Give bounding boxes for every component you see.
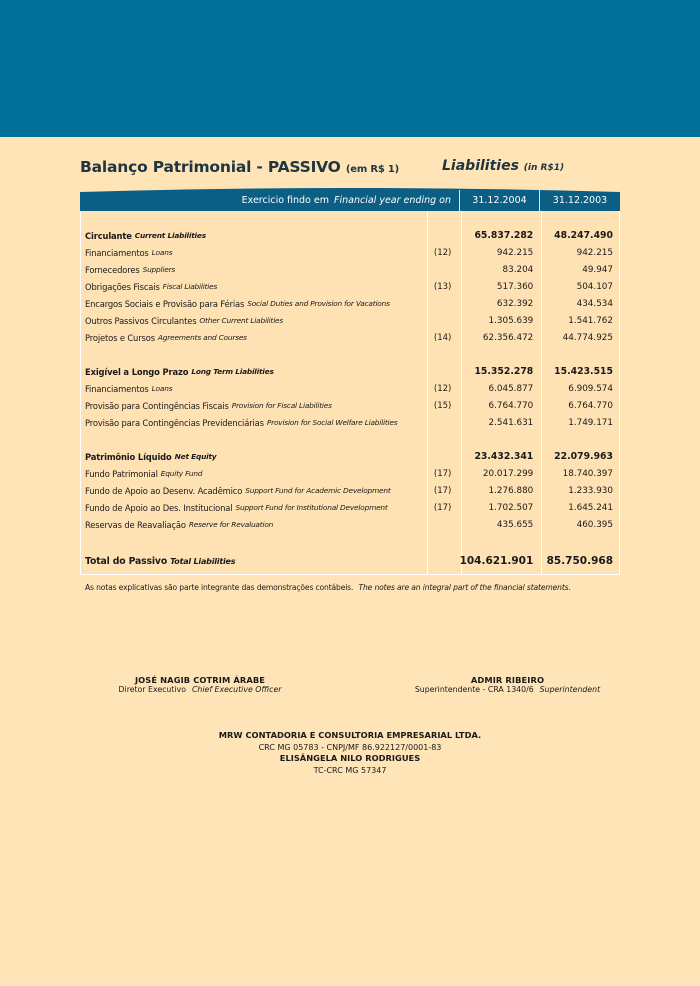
value-2004: 6.764.770: [488, 400, 534, 411]
row-label-en: Fiscal Liabilities: [162, 282, 218, 291]
note-ref: [426, 295, 460, 312]
signature-ceo: [110, 675, 290, 694]
header-period-label: [80, 190, 460, 211]
note-ref: (17): [433, 485, 452, 496]
footnote-pt: As notas explicativas são parte integrante das demonstrações contábeis.: [85, 583, 354, 592]
value-2003: 504.107: [576, 281, 613, 292]
note-ref: (14): [433, 332, 452, 343]
value-2004: 942.215: [496, 247, 534, 258]
top-color-band: [0, 0, 700, 137]
table-row: [81, 295, 619, 312]
role-en: Superintendent: [539, 685, 601, 694]
note-ref: (12): [433, 247, 452, 258]
row-label-en: Reserve for Revaluation: [188, 520, 274, 529]
note-ref: (13): [433, 281, 452, 292]
row-label-pt: Fornecedores: [85, 264, 140, 275]
signatory-name: JOSÉ NAGIB COTRIM ÁRABE: [134, 675, 266, 685]
note-ref: [426, 261, 460, 278]
value-2003: 48.247.490: [554, 230, 613, 241]
header-2003: 31.12.2003: [552, 195, 608, 206]
value-2004: 435.655: [496, 519, 534, 530]
value-2004: 2.541.631: [488, 417, 534, 428]
value-2003: 460.395: [576, 519, 613, 530]
row-label-pt: Reservas de Reavaliação: [85, 519, 186, 530]
signatory-role: [110, 685, 290, 694]
table-header: [80, 190, 620, 211]
value-2004: 517.360: [496, 281, 534, 292]
row-label-pt: Provisão para Contingências Previdenciárias: [85, 417, 264, 428]
value-2003: 6.909.574: [568, 383, 613, 394]
header-2004: 31.12.2004: [460, 190, 540, 211]
row-label-en: Net Equity: [174, 452, 217, 461]
header-label-pt: Exercicio findo em: [241, 195, 330, 206]
value-2004: 65.837.282: [474, 230, 534, 241]
value-2003: 942.215: [576, 247, 613, 258]
row-label-pt: Circulante: [85, 230, 132, 241]
row-label-en: Other Current Liabilities: [199, 316, 284, 325]
value-2004: 15.352.278: [474, 366, 534, 377]
signatory-role: [400, 685, 615, 694]
value-2004: 104.621.901: [459, 555, 534, 567]
section-header-net-equity: [81, 448, 619, 465]
row-label-en: Provision for Social Welfare Liabilities: [266, 418, 398, 427]
value-2003: 434.534: [576, 298, 613, 309]
row-label-pt: Fundo de Apoio ao Desenv. Acadêmico: [85, 485, 243, 496]
accountant-name: ELISÂNGELA NILO RODRIGUES: [279, 753, 421, 763]
table-row: [81, 244, 619, 261]
title-pt-main: Balanço Patrimonial - PASSIVO: [80, 158, 341, 176]
row-label-pt: Obrigações Fiscais: [85, 281, 160, 292]
table-row: [81, 499, 619, 516]
row-label-en: Loans: [151, 248, 173, 257]
page-title: [80, 158, 620, 182]
value-2003: 1.233.930: [568, 485, 613, 496]
value-2003: 18.740.397: [562, 468, 613, 479]
signatory-name: ADMIR RIBEIRO: [470, 675, 545, 685]
row-label-pt: Projetos e Cursos: [85, 332, 155, 343]
note-ref: [426, 516, 460, 533]
value-2003: 22.079.963: [554, 451, 613, 462]
footnote-en: The notes are an integral part of the financial statements.: [358, 583, 571, 592]
row-label-pt: Financiamentos: [85, 383, 149, 394]
value-2004: 83.204: [502, 264, 534, 275]
role-pt: Superintendente - CRA 1340/6: [414, 685, 534, 694]
row-label-en: Support Fund for Institutional Development: [235, 503, 388, 512]
firm-registration: CRC MG 05783 - CNPJ/MF 86.922127/0001-83: [258, 742, 442, 752]
value-2004: 632.392: [496, 298, 534, 309]
value-2003: 1.749.171: [568, 417, 613, 428]
value-2004: 6.045.877: [488, 383, 534, 394]
title-english: [442, 158, 564, 174]
note-ref: (12): [433, 383, 452, 394]
section-header-current-liabilities: [81, 227, 619, 244]
value-2004: 1.305.639: [488, 315, 534, 326]
table-row: [81, 380, 619, 397]
row-label-pt: Outros Passivos Circulantes: [85, 315, 197, 326]
value-2003: 49.947: [582, 264, 613, 275]
table-row: [81, 516, 619, 533]
table-body: [80, 211, 620, 575]
row-label-pt: Patrimônio Líquido: [85, 451, 172, 462]
value-2004: 62.356.472: [482, 332, 534, 343]
value-2003: 15.423.515: [554, 366, 613, 377]
footnote: [85, 583, 571, 592]
section-spacer: [81, 533, 619, 550]
table-row: [81, 482, 619, 499]
row-label-pt: Financiamentos: [85, 247, 149, 258]
table-row: [81, 278, 619, 295]
row-label-en: Current Liabilities: [134, 231, 206, 240]
table-row: [81, 261, 619, 278]
role-en: Chief Executive Officer: [191, 685, 282, 694]
note-ref: (15): [433, 400, 452, 411]
row-label-en: Provision for Fiscal Liabilities: [231, 401, 332, 410]
note-ref: (17): [433, 502, 452, 513]
value-2003: 6.764.770: [568, 400, 613, 411]
value-2004: 1.276.880: [488, 485, 534, 496]
title-portuguese: [80, 158, 399, 176]
row-label-pt: Fundo de Apoio ao Des. Institucional: [85, 502, 233, 513]
role-pt: Diretor Executivo: [118, 685, 186, 694]
value-2003: 44.774.925: [562, 332, 613, 343]
title-pt-unit: (em R$ 1): [345, 164, 399, 175]
row-label-en: Social Duties and Provision for Vacations: [247, 299, 390, 308]
table-row: [81, 397, 619, 414]
header-label-en: Financial year ending on: [334, 195, 451, 206]
title-en-main: Liabilities: [442, 158, 519, 174]
table-row: [81, 414, 619, 431]
row-label-en: Agreements and Courses: [157, 333, 247, 342]
row-label-pt: Encargos Sociais e Provisão para Férias: [85, 298, 245, 309]
accountant-license: TC-CRC MG 57347: [313, 765, 387, 775]
value-2003: 1.541.762: [568, 315, 613, 326]
table-row: [81, 329, 619, 346]
row-label-en: Long Term Liabilities: [191, 367, 274, 376]
value-2003: 85.750.968: [546, 555, 614, 567]
note-ref: (17): [433, 468, 452, 479]
accountant-block: [150, 730, 550, 776]
signature-superintendent: [400, 675, 615, 694]
section-spacer: [81, 346, 619, 363]
row-label-en: Total Liabilities: [170, 556, 236, 566]
row-label-pt: Provisão para Contingências Fiscais: [85, 400, 229, 411]
table-row: [81, 465, 619, 482]
row-label-en: Suppliers: [142, 265, 176, 274]
title-en-unit: (in R$1): [523, 163, 565, 173]
value-2003: 1.645.241: [568, 502, 613, 513]
total-liabilities-row: [81, 550, 619, 572]
row-label-en: Equity Fund: [160, 469, 203, 478]
row-label-pt: Exigível a Longo Prazo: [85, 366, 189, 377]
value-2004: 20.017.299: [482, 468, 534, 479]
table-row: [81, 312, 619, 329]
row-label-pt: Total do Passivo: [85, 555, 168, 567]
accounting-firm: MRW CONTADORIA E CONSULTORIA EMPRESARIAL LTDA.: [218, 730, 482, 740]
note-ref: [426, 312, 460, 329]
row-label-en: Support Fund for Academic Development: [245, 486, 391, 495]
row-label-pt: Fundo Patrimonial: [85, 468, 158, 479]
note-ref: [426, 414, 460, 431]
section-spacer: [81, 431, 619, 448]
row-label-en: Loans: [151, 384, 173, 393]
value-2004: 1.702.507: [488, 502, 534, 513]
liabilities-table: [80, 190, 620, 575]
value-2004: 23.432.341: [474, 451, 534, 462]
section-header-long-term-liabilities: [81, 363, 619, 380]
